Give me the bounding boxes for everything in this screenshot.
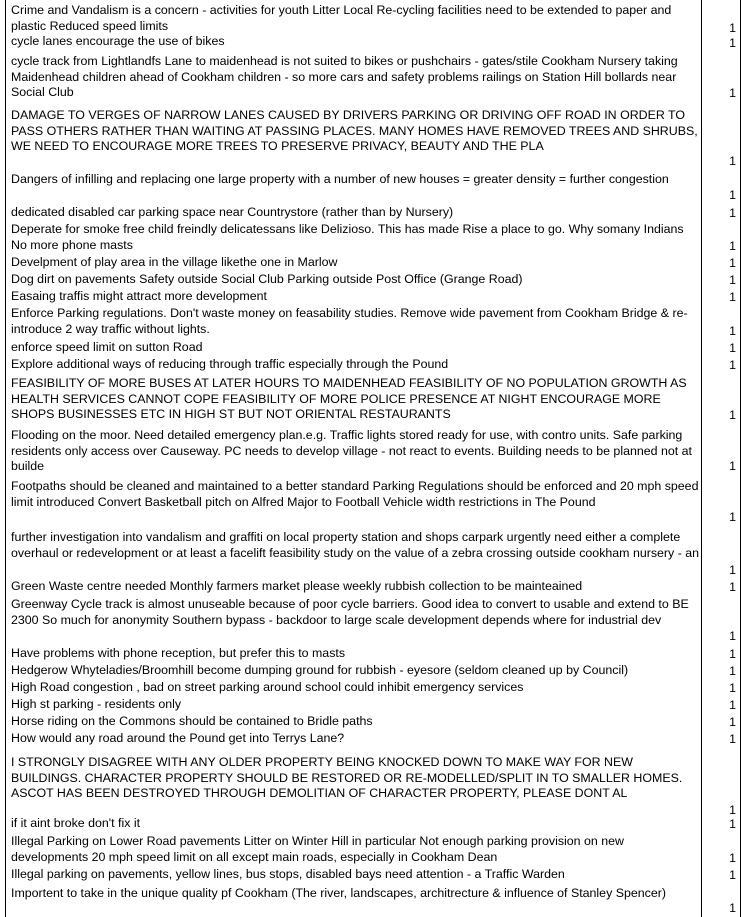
comment-row bbox=[0, 3, 748, 37]
comment-text: Crime and Vandalism is a concern - activities for youth Litter Local Re-cycling facilities need to be extended to paper and plastic Reduced speed limits bbox=[11, 3, 672, 33]
comment-count: 1 bbox=[729, 851, 736, 865]
comment-text: DAMAGE TO VERGES OF NARROW LANES CAUSED BY DRIVERS PARKING OR DRIVING OFF ROAD IN ORDER TO PASS OTHERS RATHER THAN WAITING AT PASSING PLACES. MANY HOMES HAVE REMOVED TREES AND SHRUBS, WE NEED TO ENCOURAGE MORE TREES TO PRESERVE PRIVACY, BEAUTY AND THE PLA bbox=[11, 108, 698, 153]
comment-count: 1 bbox=[729, 273, 736, 287]
comment-count: 1 bbox=[729, 510, 736, 524]
comment-row bbox=[0, 54, 748, 102]
comment-row bbox=[0, 108, 748, 170]
comment-count: 1 bbox=[729, 868, 736, 882]
comment-count: 1 bbox=[729, 817, 736, 831]
comment-count: 1 bbox=[729, 290, 736, 304]
comment-text: cycle track from Lightlandfs Lane to maidenhead is not suited to bikes or pushchairs - gates/stile Cookham Nursery taking Maidenhead children ahead of Cookham children - so more cars and safety problems railings on Station Hill bollards near Social Club bbox=[11, 54, 678, 99]
comment-count: 1 bbox=[729, 715, 736, 729]
comment-count: 1 bbox=[729, 803, 736, 817]
comment-count: 1 bbox=[729, 358, 736, 372]
comment-count: 1 bbox=[729, 154, 736, 168]
comment-text: How would any road around the Pound get into Terrys Lane? bbox=[11, 731, 345, 745]
comment-row bbox=[0, 886, 748, 917]
comment-text: Greenway Cycle track is almost unuseable because of poor cycle barriers. Good idea to convert to usable and extend to BE 2300 So much for anonymity Southern bypass - backdoor to large scale development depends where for industrial dev bbox=[11, 597, 689, 627]
comment-count: 1 bbox=[729, 86, 736, 100]
comment-count: 1 bbox=[729, 256, 736, 270]
comment-count: 1 bbox=[729, 732, 736, 746]
comment-count: 1 bbox=[729, 901, 736, 915]
comment-row bbox=[0, 357, 748, 374]
comment-row bbox=[0, 376, 748, 424]
comment-count: 1 bbox=[729, 239, 736, 253]
comment-text: I STRONGLY DISAGREE WITH ANY OLDER PROPERTY BEING KNOCKED DOWN TO MAKE WAY FOR NEW BUILDINGS. CHARACTER PROPERTY SHOULD BE RESTORED OR RE-MODELLED/SPLIT IN TO SMALLER HOMES. ASCOT HAS BEEN DESTROYED THROUGH DEMOLITIAN OF CHARACTER PROPERTY, PLEASE DONT AL bbox=[11, 755, 683, 800]
comment-row bbox=[0, 755, 748, 819]
comment-count: 1 bbox=[729, 206, 736, 220]
comment-text: cycle lanes encourage the use of bikes bbox=[11, 34, 225, 48]
comment-row bbox=[0, 428, 748, 475]
comment-row bbox=[0, 834, 748, 867]
comment-count: 1 bbox=[729, 408, 736, 422]
comment-row bbox=[0, 340, 748, 357]
comment-row bbox=[0, 222, 748, 255]
comment-text: Importent to take in the unique quality pf Cookham (The river, landscapes, architrecture & influence of Stanley Spencer) bbox=[11, 886, 666, 900]
comment-text: Flooding on the moor. Need detailed emergency plan.e.g. Traffic lights stored ready for use, with contro units. Safe parking residents only access over Causeway. PC needs to develop village - not react to events. Building needs to be planned not at builde bbox=[11, 428, 692, 473]
comment-row bbox=[0, 255, 748, 272]
comment-count: 1 bbox=[729, 21, 736, 35]
comment-count: 1 bbox=[729, 629, 736, 643]
comment-row bbox=[0, 579, 748, 596]
comment-row bbox=[0, 205, 748, 222]
comment-text: Footpaths should be cleaned and maintained to a better standard Parking Regulations should be enforced and 20 mph speed limit introduced Convert Basketball pitch on Alfred Major to Football Vehicle width restrictions in The Pound bbox=[11, 479, 699, 509]
comment-text: Enforce Parking regulations. Don't waste money on feasability studies. Remove wide pavement from Cookham Bridge & re-introduce 2 way traffic without lights. bbox=[11, 306, 688, 336]
comment-row bbox=[0, 172, 748, 204]
comment-count: 1 bbox=[729, 580, 736, 594]
comment-count: 1 bbox=[729, 188, 736, 202]
comment-row bbox=[0, 867, 748, 884]
comment-text: Develpment of play area in the village likethe one in Marlow bbox=[11, 255, 338, 269]
comment-text: FEASIBILITY OF MORE BUSES AT LATER HOURS TO MAIDENHEAD FEASIBILITY OF NO POPULATION GROWTH AS HEALTH SERVICES CANNOT COPE FEASIBILITY OF MORE POLICE PRESENCE AT NIGHT ENCOURAGE MORE SHOPS BUSINESSES ETC IN HIGH ST BUT NOT ORIENTAL RESTAURANTS bbox=[11, 376, 687, 421]
comment-count: 1 bbox=[729, 698, 736, 712]
comment-row bbox=[0, 731, 748, 748]
comment-row bbox=[0, 816, 748, 833]
comment-row bbox=[0, 530, 748, 579]
comment-text: Green Waste centre needed Monthly farmers market please weekly rubbish collection to be mainteained bbox=[11, 579, 583, 593]
comment-row bbox=[0, 306, 748, 340]
comment-text: if it aint broke don't fix it bbox=[11, 816, 141, 830]
comment-text: Illegal Parking on Lower Road pavements Litter on Winter Hill in particular Not enough parking provision on new developments 20 mph speed limit on all except main roads, especially in Cookham Dean bbox=[11, 834, 624, 864]
comment-text: High Road congestion , bad on street parking around school could inhibit emergency services bbox=[11, 680, 524, 694]
comment-row bbox=[0, 663, 748, 680]
comment-text: Have problems with phone reception, but prefer this to masts bbox=[11, 646, 346, 660]
comment-row bbox=[0, 714, 748, 731]
comment-text: further investigation into vandalism and graffiti on local property station and shops carpark urgently need either a complete overhaul or redevelopment or at least a facelift feasibility study on the value of a zebra crossing outside cookham nursery - an bbox=[11, 530, 700, 560]
comment-text: dedicated disabled car parking space near Countrystore (rather than by Nursery) bbox=[11, 205, 454, 219]
comment-count: 1 bbox=[729, 647, 736, 661]
comment-text: Dangers of infilling and replacing one large property with a number of new houses = greater density = further congestion bbox=[11, 172, 669, 186]
comment-text: Explore additional ways of reducing through traffic especially through the Pound bbox=[11, 357, 449, 371]
comment-text: Easaing traffis might attract more development bbox=[11, 289, 267, 303]
comment-count: 1 bbox=[729, 341, 736, 355]
comment-count: 1 bbox=[729, 681, 736, 695]
comment-text: Dog dirt on pavements Safety outside Social Club Parking outside Post Office (Grange Road) bbox=[11, 272, 523, 286]
comment-row bbox=[0, 680, 748, 697]
comment-row bbox=[0, 479, 748, 526]
comment-count: 1 bbox=[729, 664, 736, 678]
comment-text: enforce speed limit on sutton Road bbox=[11, 340, 203, 354]
comment-row bbox=[0, 34, 748, 52]
comment-count: 1 bbox=[729, 459, 736, 473]
comment-text: Hedgerow Whyteladies/Broomhill become dumping ground for rubbish - eyesore (seldom cleaned up by Council) bbox=[11, 663, 629, 677]
comment-row bbox=[0, 646, 748, 663]
comment-text: Deperate for smoke free child freindly delicatessans like Delizioso. This has made Rise a place to go. Why somany Indians No more phone masts bbox=[11, 222, 684, 252]
comment-text: High st parking - residents only bbox=[11, 697, 182, 711]
comment-row bbox=[0, 697, 748, 714]
comment-count: 1 bbox=[729, 36, 736, 50]
comment-text: Horse riding on the Commons should be contained to Bridle paths bbox=[11, 714, 373, 728]
comment-count: 1 bbox=[729, 563, 736, 577]
comment-count: 1 bbox=[729, 324, 736, 338]
comment-row bbox=[0, 597, 748, 645]
comment-text: Illegal parking on pavements, yellow lines, bus stops, disabled bays need attention - a Traffic Warden bbox=[11, 867, 565, 881]
comment-row bbox=[0, 289, 748, 306]
comment-row bbox=[0, 272, 748, 289]
